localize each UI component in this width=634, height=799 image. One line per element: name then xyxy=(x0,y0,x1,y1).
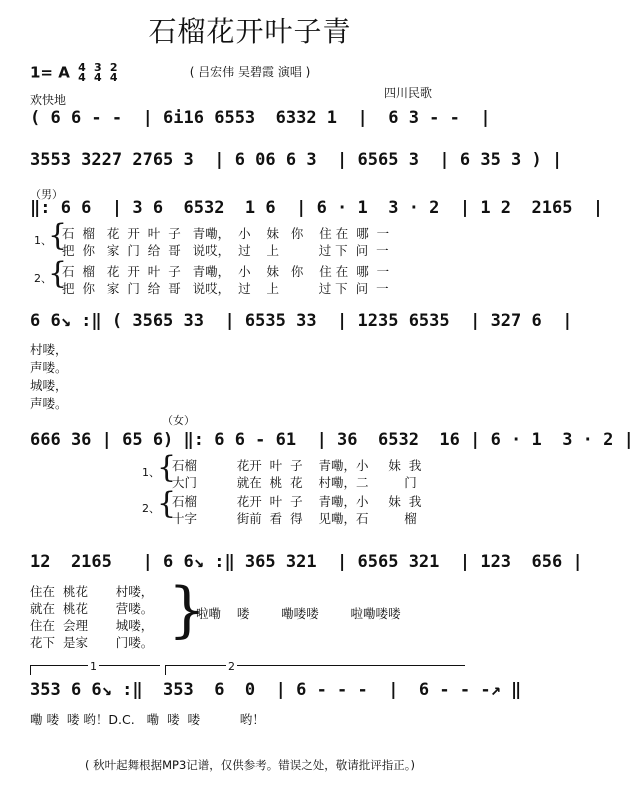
lyric-end-3: 城喽， xyxy=(30,378,68,393)
lyric-line-g1: 住在 桃花 村喽， xyxy=(30,584,154,599)
staff-line-1: ( 6 6 - - | 6i16 6553 6332 1 | 6 3 - - | xyxy=(30,108,491,128)
time-signature-1: 4 4 xyxy=(78,61,86,84)
lyric-line-f2b: 十字 街前 看 得 见嘞，石 榴 xyxy=(172,511,417,526)
lyric-line-f1a: 石榴 花开 叶 子 青嘞，小 妹 我 xyxy=(172,458,422,473)
volta-number-2: 2 xyxy=(228,660,235,673)
lyric-line-g3: 住在 会理 城喽， xyxy=(30,618,154,633)
lyric-line-m1a: 石 榴 花 开 叶 子 青嘞， 小 妹 你 住 在 哪 一 xyxy=(62,226,390,241)
verse-bracket: { xyxy=(157,450,177,485)
lyric-line-g2: 就在 桃花 营喽。 xyxy=(30,601,154,616)
refrain-bracket: } xyxy=(168,575,207,645)
volta-bracket-2-edge xyxy=(165,665,166,675)
lyric-end-1: 村喽， xyxy=(30,342,68,357)
volta-bracket-1-edge xyxy=(30,665,31,675)
lyric-line-f1b: 大门 就在 桃 花 村嘞，二 门 xyxy=(172,475,417,490)
key-signature xyxy=(30,63,118,83)
time-signature-3: 2 4 xyxy=(109,61,118,84)
verse-bracket: { xyxy=(157,486,177,521)
female-part-label: （女） xyxy=(162,414,195,427)
verse-number-1b: 1、 xyxy=(142,466,160,479)
lyric-line-last: 嘞 喽 喽 哟！D.C. 嘞 喽 喽 哟！ xyxy=(30,712,265,727)
staff-line-2: 3553 3227 2765 3 | 6 06 6 3 | 6565 3 | 6 35 3 ) | xyxy=(30,150,563,170)
lyric-line-m1b: 把 你 家 门 给 哥 说哎， 过 上 过 下 问 一 xyxy=(62,243,389,258)
lyric-line-g4: 花下 是家 门喽。 xyxy=(30,635,154,650)
lyric-line-m2a: 石 榴 花 开 叶 子 青嘞， 小 妹 你 住 在 哪 一 xyxy=(62,264,390,279)
staff-line-6: 12 2165 | 6 6↘ :‖ 365 321 | 6565 321 | 123 656 | xyxy=(30,552,583,572)
lyric-end-2: 声喽。 xyxy=(30,360,68,375)
key-label: 1= A xyxy=(30,63,70,82)
staff-line-7: 353 6 6↘ :‖ 353 6 0 | 6 - - - | 6 - - -↗ ‖ xyxy=(30,680,522,700)
lyric-line-f2a: 石榴 花开 叶 子 青嘞，小 妹 我 xyxy=(172,494,422,509)
volta-number-1: 1 xyxy=(90,660,97,673)
staff-line-3: ‖: 6 6 | 3 6 6532 1 6 | 6 · 1 3 · 2 | 1 2 2165 | xyxy=(30,198,604,218)
performers: ( 吕宏伟 吴碧霞 演唱 ) xyxy=(189,65,311,79)
verse-number-2b: 2、 xyxy=(142,502,160,515)
lyric-line-m2b: 把 你 家 门 给 哥 说哎， 过 上 过 下 问 一 xyxy=(62,281,389,296)
region-label: 四川民歌 xyxy=(384,86,433,100)
male-part-label: （男） xyxy=(30,188,63,201)
verse-number-2: 2、 xyxy=(34,272,52,285)
lyric-refrain: 啦嘞 喽 嘞喽喽 啦嘞喽喽 xyxy=(196,606,401,621)
lyric-end-4: 声喽。 xyxy=(30,396,68,411)
staff-line-5: 666 36 | 65 6) ‖: 6 6 - 61 | 36 6532 16 | 6 · 1 3 · 2 | xyxy=(30,430,634,450)
footnote: ( 秋叶起舞根据MP3记谱，仅供参考。错误之处，敬请批评指正。) xyxy=(84,758,416,772)
verse-bracket: { xyxy=(48,218,68,253)
song-title: 石榴花开叶子青 xyxy=(148,15,352,48)
verse-bracket: { xyxy=(48,256,68,291)
tempo-marking: 欢快地 xyxy=(30,93,67,107)
verse-number-1: 1、 xyxy=(34,234,52,247)
volta-bracket-2 xyxy=(165,665,465,666)
time-signature-2: 3 4 xyxy=(93,61,102,84)
staff-line-4: 6 6↘ :‖ ( 3565 33 | 6535 33 | 1235 6535 | 327 6 | xyxy=(30,311,573,331)
